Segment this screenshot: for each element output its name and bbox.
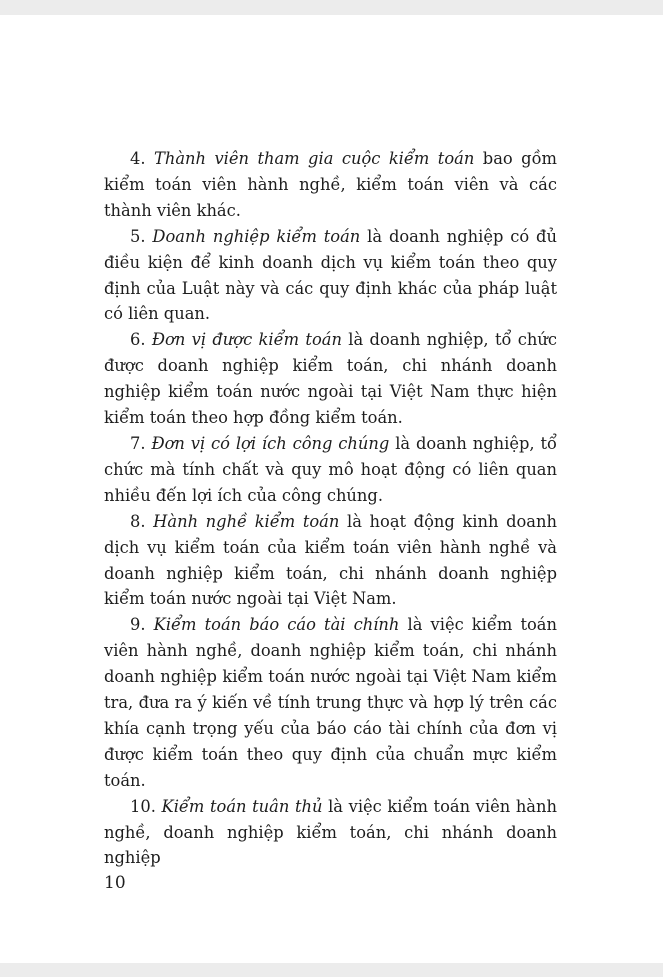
definition-text: là doanh nghiệp, tổ chức mà tính chất và quy mô hoạt động có liên quan nhiều đến lợi ích của công chúng.	[104, 433, 557, 505]
clause-number: 9.	[130, 615, 146, 635]
definition-text: là doanh nghiệp có đủ điều kiện để kinh doanh dịch vụ kiểm toán theo quy định của Luật này và các quy định khác của pháp luật có liên quan.	[104, 226, 557, 324]
definition-paragraph-6	[104, 327, 557, 431]
clause-number: 5.	[130, 226, 146, 246]
page-body	[104, 146, 557, 871]
definition-paragraph-5	[104, 224, 557, 328]
defined-term: Doanh nghiệp kiểm toán	[152, 226, 361, 246]
page-number: 10	[104, 873, 126, 893]
definition-paragraph-10	[104, 794, 557, 872]
clause-number: 8.	[130, 511, 146, 531]
defined-term: Đơn vị có lợi ích công chúng	[151, 433, 390, 453]
definition-text: là việc kiểm toán viên hành nghề, doanh nghiệp kiểm toán, chi nhánh doanh nghiệp kiểm toán nước ngoài tại Việt Nam kiểm tra, đưa ra ý kiến về tính trung thực và hợp lý trên các khía cạnh trọng yếu của báo cáo tài chính của đơn vị được kiểm toán theo quy định của chuẩn mực kiểm toán.	[104, 615, 557, 790]
definition-text: là doanh nghiệp, tổ chức được doanh nghiệp kiểm toán, chi nhánh doanh nghiệp kiểm toán nước ngoài tại Việt Nam thực hiện kiểm toán theo hợp đồng kiểm toán.	[104, 330, 557, 428]
clause-number: 10.	[130, 796, 156, 816]
defined-term: Kiểm toán báo cáo tài chính	[153, 615, 400, 635]
definition-text: là việc kiểm toán viên hành nghề, doanh nghiệp kiểm toán, chi nhánh doanh nghiệp	[104, 796, 557, 868]
defined-term: Hành nghề kiểm toán	[153, 511, 340, 531]
clause-number: 7.	[130, 433, 146, 453]
clause-number: 4.	[130, 149, 146, 168]
definition-paragraph-8	[104, 509, 557, 613]
definition-paragraph-4	[104, 146, 557, 224]
definition-paragraph-7	[104, 431, 557, 509]
definition-text: bao gồm kiểm toán viên hành nghề, kiểm toán viên và các thành viên khác.	[104, 149, 557, 220]
definition-paragraph-9	[104, 612, 557, 793]
clause-number: 6.	[130, 330, 146, 350]
book-page	[0, 15, 663, 963]
defined-term: Đơn vị được kiểm toán	[151, 330, 342, 350]
defined-term: Kiểm toán tuân thủ	[161, 796, 323, 816]
defined-term: Thành viên tham gia cuộc kiểm toán	[154, 149, 475, 168]
definition-text: là hoạt động kinh doanh dịch vụ kiểm toán của kiểm toán viên hành nghề và doanh nghiệp kiểm toán, chi nhánh doanh nghiệp kiểm toán nước ngoài tại Việt Nam.	[104, 511, 557, 609]
